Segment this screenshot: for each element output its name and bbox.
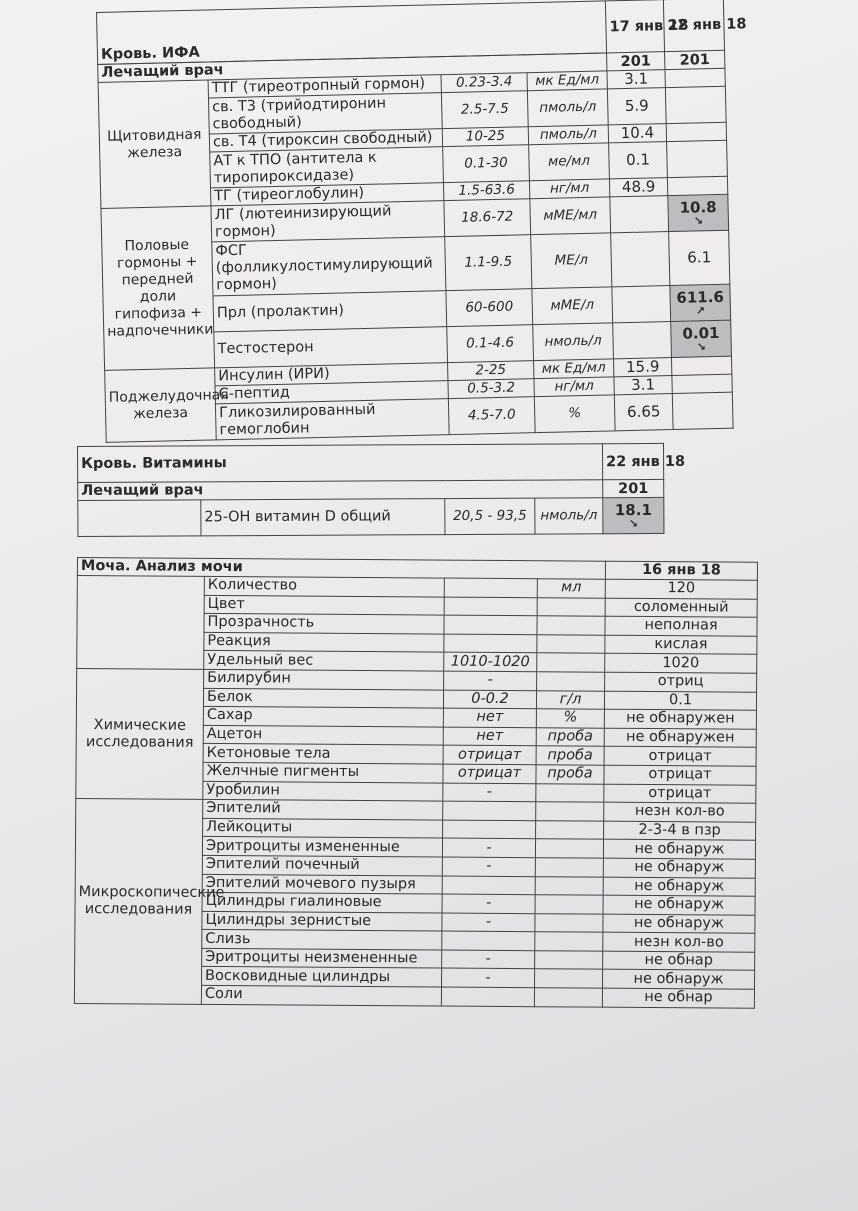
row-value-1: 5.9 (607, 88, 666, 125)
row-value-1: 3.1 (614, 376, 672, 395)
row-name: Инсулин (ИРИ) (215, 363, 448, 386)
row-value: 0.1 (604, 691, 756, 711)
row-value-2-flagged: 611.6 ↗ (670, 284, 731, 321)
row-value-2 (672, 374, 732, 393)
row-unit (535, 839, 603, 858)
row-value-1 (610, 196, 669, 233)
row-name: Количество (204, 576, 444, 596)
row-name: Эритроциты измененные (202, 837, 442, 857)
row-value: не обнаруж (603, 858, 755, 878)
row-norm: 10-25 (442, 127, 528, 147)
row-unit (535, 895, 603, 914)
row-unit (535, 858, 603, 877)
row-norm: - (442, 838, 535, 857)
row-norm: отрицат (443, 764, 536, 783)
group-thyroid: Щитовидная железа (98, 80, 211, 208)
row-value-2 (672, 392, 733, 429)
row-name: Прозрачность (204, 614, 444, 634)
row-norm: 1.1-9.5 (445, 235, 532, 291)
row-name: св. Т3 (трийодтиронин свободный) (208, 93, 442, 134)
row-unit: нмоль/л (533, 323, 614, 361)
row-unit: мк Ед/мл (527, 71, 607, 91)
row-value: отриц (605, 672, 757, 692)
row-unit: проба (536, 727, 604, 746)
row-value-2 (665, 68, 725, 87)
row-norm (443, 801, 536, 820)
row-name: ТГ (тиреоглобулин) (211, 183, 444, 206)
row-unit: нмоль/л (535, 498, 603, 534)
row-unit (535, 932, 603, 951)
row-name: Сахар (203, 707, 443, 727)
ifa-date2: 22 янв 18 (663, 0, 724, 52)
row-value: не обнаружен (604, 709, 756, 729)
row-value-2 (666, 122, 726, 141)
row-norm: 0-0.2 (443, 690, 536, 709)
group-chemical: Химические исследования (76, 668, 204, 799)
row-unit (536, 802, 604, 821)
row-norm: - (442, 913, 535, 932)
row-unit: МЕ/л (531, 233, 612, 289)
row-value-2-flagged: 0.01 ↘ (671, 320, 732, 357)
group-pancreas: Поджелудочная железа (105, 368, 217, 442)
row-value-2 (667, 140, 728, 177)
row-value: не обнаруж (603, 839, 755, 859)
row-norm: 1.5-63.6 (443, 181, 529, 201)
row-value: не обнаруж (603, 877, 755, 897)
row-unit (534, 988, 602, 1007)
row-name: Соли (201, 985, 441, 1005)
row-name: Ацетон (203, 725, 443, 745)
row-name: Уробилин (203, 781, 443, 801)
row-name: Слизь (202, 930, 442, 950)
row-norm (444, 597, 537, 616)
vitamins-title: Кровь. Витамины (78, 444, 603, 483)
row-name: Реакция (204, 632, 444, 652)
row-unit (535, 913, 603, 932)
row-unit: мМЕ/мл (530, 197, 611, 235)
row-norm (444, 578, 537, 597)
row-name: Эритроциты неизмененные (202, 948, 442, 968)
row-unit: мл (537, 579, 605, 598)
ifa-num2: 201 (665, 50, 725, 69)
row-name: ФСГ (фолликулостимулирующий гормон) (212, 237, 446, 296)
row-value-1: 6.65 (614, 394, 673, 431)
vitamins-doctor: Лечащий врач (78, 480, 603, 501)
row-name: АТ к ТПО (антитела к тиропироксидазе) (210, 147, 444, 188)
row-value: отрицат (604, 784, 756, 804)
row-norm: - (443, 783, 536, 802)
row-unit (535, 876, 603, 895)
row-norm: - (442, 857, 535, 876)
row-norm: - (442, 894, 535, 913)
row-value-1: 10.4 (608, 124, 666, 143)
row-norm: 20,5 - 93,5 (445, 498, 535, 534)
row-name: Удельный вес (204, 651, 444, 671)
row-value: соломенный (605, 598, 757, 618)
vitamins-table (77, 443, 686, 537)
row-norm: 2-25 (448, 361, 534, 381)
row-name: Прл (пролактин) (213, 291, 447, 332)
row-value: отрицат (604, 765, 756, 785)
row-value: незн кол-во (603, 932, 755, 952)
row-norm (442, 876, 535, 895)
row-name: Желчные пигменты (203, 762, 443, 782)
row-unit: пмоль/л (527, 89, 608, 127)
row-value: не обнаруж (603, 895, 755, 915)
row-value: 1020 (605, 654, 757, 674)
row-name: С-пептид (215, 381, 448, 404)
row-value-2 (665, 86, 726, 123)
row-unit (537, 653, 605, 672)
row-unit: нг/мл (529, 179, 609, 199)
row-value-2-flagged: 10.8 ↘ (668, 194, 729, 231)
row-value-1: 15.9 (614, 358, 672, 377)
ifa-num1: 201 (607, 52, 665, 71)
ifa-doctor: Лечащий врач (98, 53, 607, 83)
row-value: не обнаруж (603, 970, 755, 990)
row-unit (535, 969, 603, 988)
group-general-empty (77, 576, 205, 670)
ifa-title: Кровь. ИФА (97, 1, 607, 65)
group-microscopic: Микроскопические исследования (74, 799, 202, 1004)
row-name: Билирубин (204, 669, 444, 689)
row-unit (537, 672, 605, 691)
row-unit: ме/мл (529, 143, 610, 181)
row-norm (441, 987, 534, 1006)
row-unit: пмоль/л (528, 125, 608, 145)
row-unit (536, 783, 604, 802)
table-row (77, 668, 757, 691)
row-value-1 (612, 286, 671, 323)
row-norm: 0.1-4.6 (447, 325, 534, 363)
row-norm (444, 615, 537, 634)
row-name: Цилиндры зернистые (202, 911, 442, 931)
row-name: Белок (203, 688, 443, 708)
row-norm: отрицат (443, 745, 536, 764)
vitamins-date: 22 янв 18 (603, 443, 664, 479)
row-norm: нет (443, 708, 536, 727)
row-norm: 0.5-3.2 (448, 379, 534, 399)
row-name: Гликозилированный гемоглобин (215, 399, 449, 440)
row-norm: 4.5-7.0 (448, 397, 535, 435)
row-unit: % (534, 395, 615, 433)
row-value: не обнаруж (603, 914, 755, 934)
row-name: Цилиндры гиалиновые (202, 892, 442, 912)
arrow-up-icon: ↗ (695, 303, 706, 317)
row-name: Эпителий почечный (202, 855, 442, 875)
row-value: не обнар (603, 951, 755, 971)
row-unit (536, 820, 604, 839)
row-value-1: 3.1 (607, 70, 665, 89)
row-norm: - (444, 671, 537, 690)
row-norm: нет (443, 727, 536, 746)
row-value: незн кол-во (604, 802, 756, 822)
row-value: неполная (605, 616, 757, 636)
row-name: ТТГ (тиреотропный гормон) (208, 75, 441, 98)
row-value: 120 (605, 579, 757, 599)
row-value: не обнар (602, 988, 754, 1008)
row-unit (537, 634, 605, 653)
row-unit: мМЕ/л (532, 287, 613, 325)
row-norm: - (442, 969, 535, 988)
row-name: св. Т4 (тироксин свободный) (209, 129, 442, 152)
row-value-1: 0.1 (609, 142, 668, 179)
vitamins-group-empty (78, 500, 201, 537)
row-norm: 60-600 (446, 289, 533, 327)
row-value-2: 6.1 (669, 230, 730, 285)
arrow-down-icon: ↘ (628, 516, 639, 530)
row-unit (537, 597, 605, 616)
row-name: Лейкоциты (203, 818, 443, 838)
ifa-table (96, 0, 747, 443)
vitamins-num: 201 (603, 479, 664, 497)
arrow-down-icon: ↘ (696, 339, 707, 353)
row-norm (444, 634, 537, 653)
row-norm: 0.23-3.4 (441, 73, 527, 93)
row-name: Эпителий (203, 800, 443, 820)
table-row (76, 799, 756, 822)
row-norm (443, 820, 536, 839)
row-norm: 18.6-72 (444, 199, 531, 237)
row-name: Эпителий мочевого пузыря (202, 874, 442, 894)
urine-date: 16 янв 18 (605, 561, 757, 580)
urine-title: Моча. Анализ мочи (77, 558, 605, 580)
row-unit (535, 951, 603, 970)
row-value: не обнаружен (604, 728, 756, 748)
row-norm: 2.5-7.5 (441, 91, 528, 129)
row-norm (442, 931, 535, 950)
row-name: Тестостерон (214, 327, 448, 368)
row-unit: проба (536, 746, 604, 765)
arrow-down-icon: ↘ (693, 213, 704, 227)
row-name: Цвет (204, 595, 444, 615)
row-name: Кетоновые тела (203, 744, 443, 764)
row-value-2 (672, 356, 732, 375)
row-norm: 0.1-30 (443, 145, 530, 183)
row-name: ЛГ (лютеинизирующий гормон) (211, 201, 445, 242)
row-norm: - (442, 950, 535, 969)
row-name: 25-ОН витамин D общий (201, 499, 445, 536)
row-value: отрицат (604, 747, 756, 767)
group-sex-hormones: Половые гормоны + передней доли гипофиза + надпочечники (101, 206, 215, 370)
row-value: кислая (605, 635, 757, 655)
urine-table (74, 557, 758, 1008)
row-value-1: 48.9 (609, 178, 667, 197)
row-name: Восковидные цилиндры (202, 967, 442, 987)
row-value: 2-3-4 в пзр (604, 821, 756, 841)
row-value-1 (611, 232, 670, 287)
row-unit: % (536, 709, 604, 728)
row-norm: 1010-1020 (444, 652, 537, 671)
row-value-flagged: 18.1 ↘ (603, 497, 664, 533)
row-value-2 (667, 176, 727, 195)
row-unit (537, 616, 605, 635)
row-unit: проба (536, 765, 604, 784)
row-value-1 (613, 322, 672, 359)
row-unit: г/л (536, 690, 604, 709)
row-unit: нг/мл (534, 377, 614, 397)
row-unit: мк Ед/мл (534, 359, 614, 379)
ifa-date1: 17 янв 18 (605, 0, 664, 53)
